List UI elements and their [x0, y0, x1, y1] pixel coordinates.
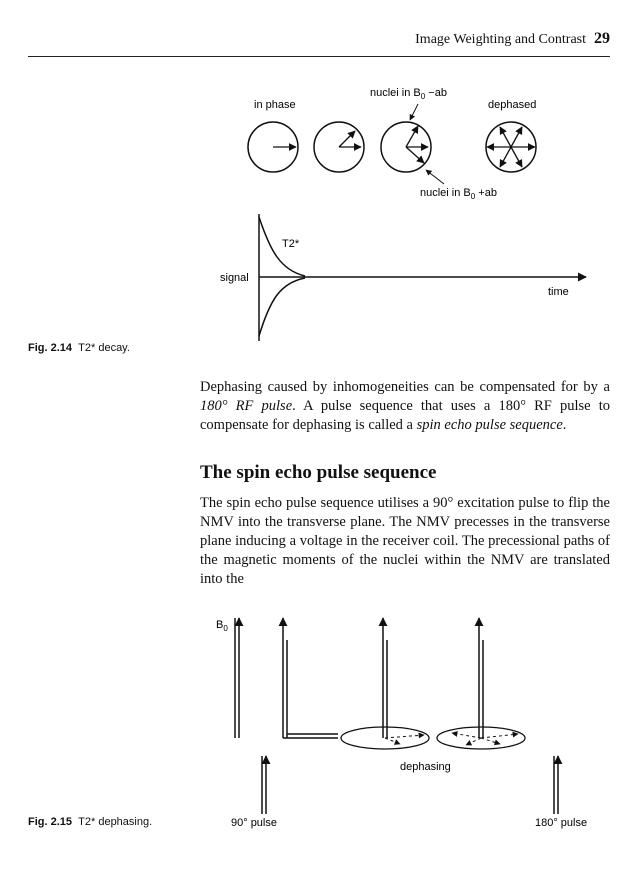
header-rule — [28, 56, 610, 57]
section-heading: The spin echo pulse sequence — [200, 462, 437, 483]
label-b0: $B_0$ — [216, 619, 228, 633]
paragraph-2: The spin echo pulse sequence utilises a 90° excitation pulse to flip the NMV into the transverse plane. The NMV precesses in the transverse plane inducing a voltage in the receiver coil. The precessional paths of the magnetic moments of the nuclei within the NMV are translated into the — [200, 495, 610, 587]
label-nuclei-plus: nuclei in $B_0 +ab$ — [420, 187, 497, 201]
figure-2-14 — [0, 60, 638, 350]
disc-2 — [437, 727, 525, 749]
figure-2-14-caption — [28, 342, 130, 354]
pulse-180-arrow — [554, 756, 558, 814]
label-dephasing: dephasing — [400, 761, 451, 773]
phase-circle-1 — [248, 122, 298, 172]
figure-2-15 — [0, 600, 638, 836]
paragraph-1: Dephasing caused by inhomogeneities can be compensated for by a 180° RF pulse. A pulse sequence that uses a 180° RF pulse to compensate for dephasing is called a spin echo pulse sequence. — [200, 379, 611, 433]
label-signal: signal — [220, 272, 249, 284]
caption-text: T2* dephasing. — [78, 816, 153, 828]
phase-circle-2 — [314, 122, 364, 172]
b0-vector — [235, 618, 239, 738]
pulse-90-arrow — [262, 756, 266, 814]
caption-label: Fig. 2.15 — [28, 816, 73, 828]
label-dephased: dephased — [488, 99, 537, 111]
term-spin-echo: spin echo pulse sequence — [416, 417, 563, 433]
page-number: 29 — [594, 30, 610, 47]
page-header — [0, 0, 638, 60]
label-nuclei-minus: nuclei in $B_0 -ab$ — [370, 87, 447, 101]
label-time: time — [548, 286, 569, 298]
nmv-flip — [283, 618, 338, 738]
decay-graph — [259, 214, 586, 341]
caption-label: Fig. 2.14 — [28, 342, 73, 354]
label-90-pulse: 90° pulse — [231, 817, 277, 829]
running-title: Image Weighting and Contrast — [415, 32, 586, 47]
caption-text: T2* decay. — [78, 342, 130, 354]
term-180-rf-pulse: 180° RF pulse — [200, 398, 293, 414]
disc-1 — [341, 727, 429, 749]
phase-circle-4 — [486, 122, 536, 172]
label-in-phase: in phase — [254, 99, 296, 111]
label-180-pulse: 180° pulse — [535, 817, 588, 829]
label-t2star: T2* — [282, 238, 300, 250]
figure-2-15-caption — [28, 816, 152, 828]
phase-circle-3 — [381, 122, 431, 172]
dephasing-vectors — [383, 618, 483, 738]
